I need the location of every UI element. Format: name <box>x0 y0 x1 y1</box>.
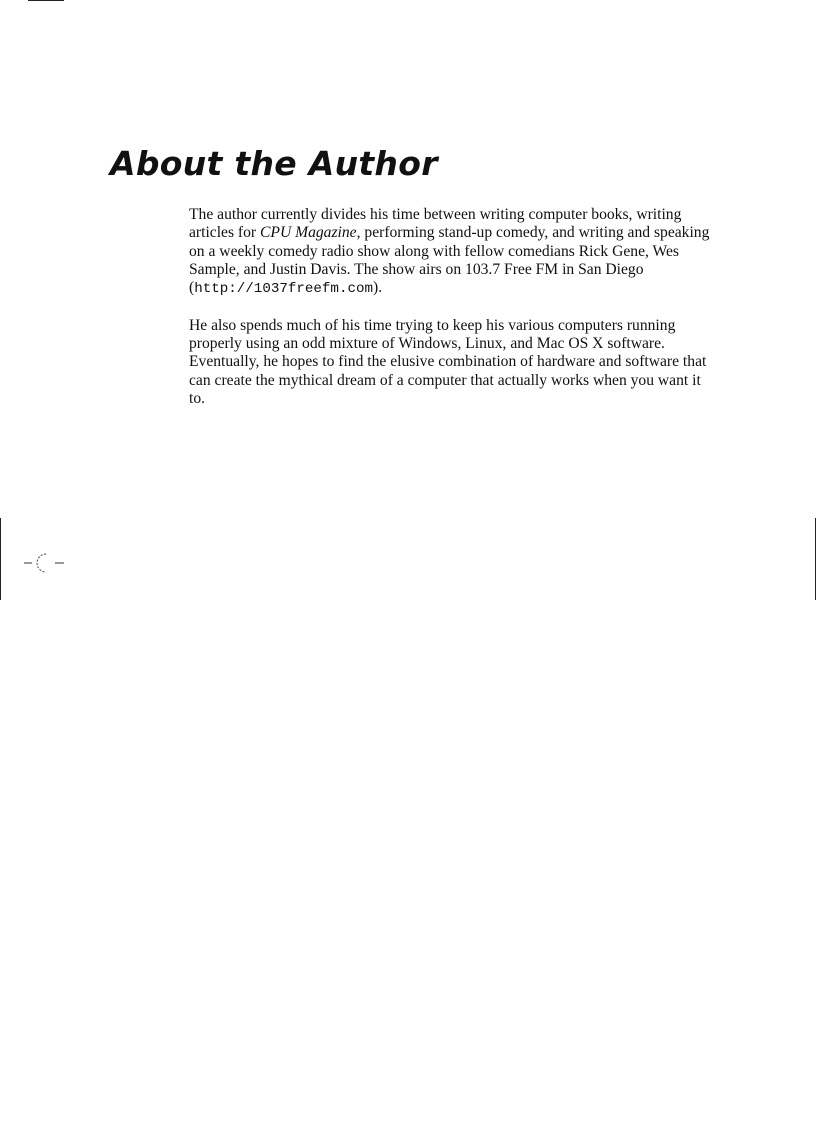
magazine-name: CPU Magazine <box>260 224 357 242</box>
crop-mark-left <box>0 518 1 600</box>
radio-station-url: http://1037freefm.com <box>194 281 373 298</box>
crop-mark-top <box>28 0 64 1</box>
bio-text-part-2: , performing stand-up comedy, and writing and speaking on a weekly comedy radio show along with fellow comedians Rick Gene, Wes Sample, and Justin Davis. The show airs on 103.7 Free FM in San Diego ( <box>189 224 710 297</box>
registration-mark-icon <box>24 550 66 576</box>
bio-text-part-3: ). <box>373 279 383 297</box>
page-title: About the Author <box>110 144 438 183</box>
bio-paragraph-2: He also spends much of his time trying to keep his various computers running properly using an odd mixture of Windows, Linux, and Mac OS X software. Eventually, he hopes to find the elusive combination of hardware and software that can create the mythical dream of a computer that actually works when you want it to. <box>189 316 707 407</box>
bio-paragraph-1 <box>189 206 714 298</box>
bio-text-part-1: The author currently divides his time between writing computer books, writing articles for <box>189 206 682 242</box>
author-bio <box>189 206 714 427</box>
